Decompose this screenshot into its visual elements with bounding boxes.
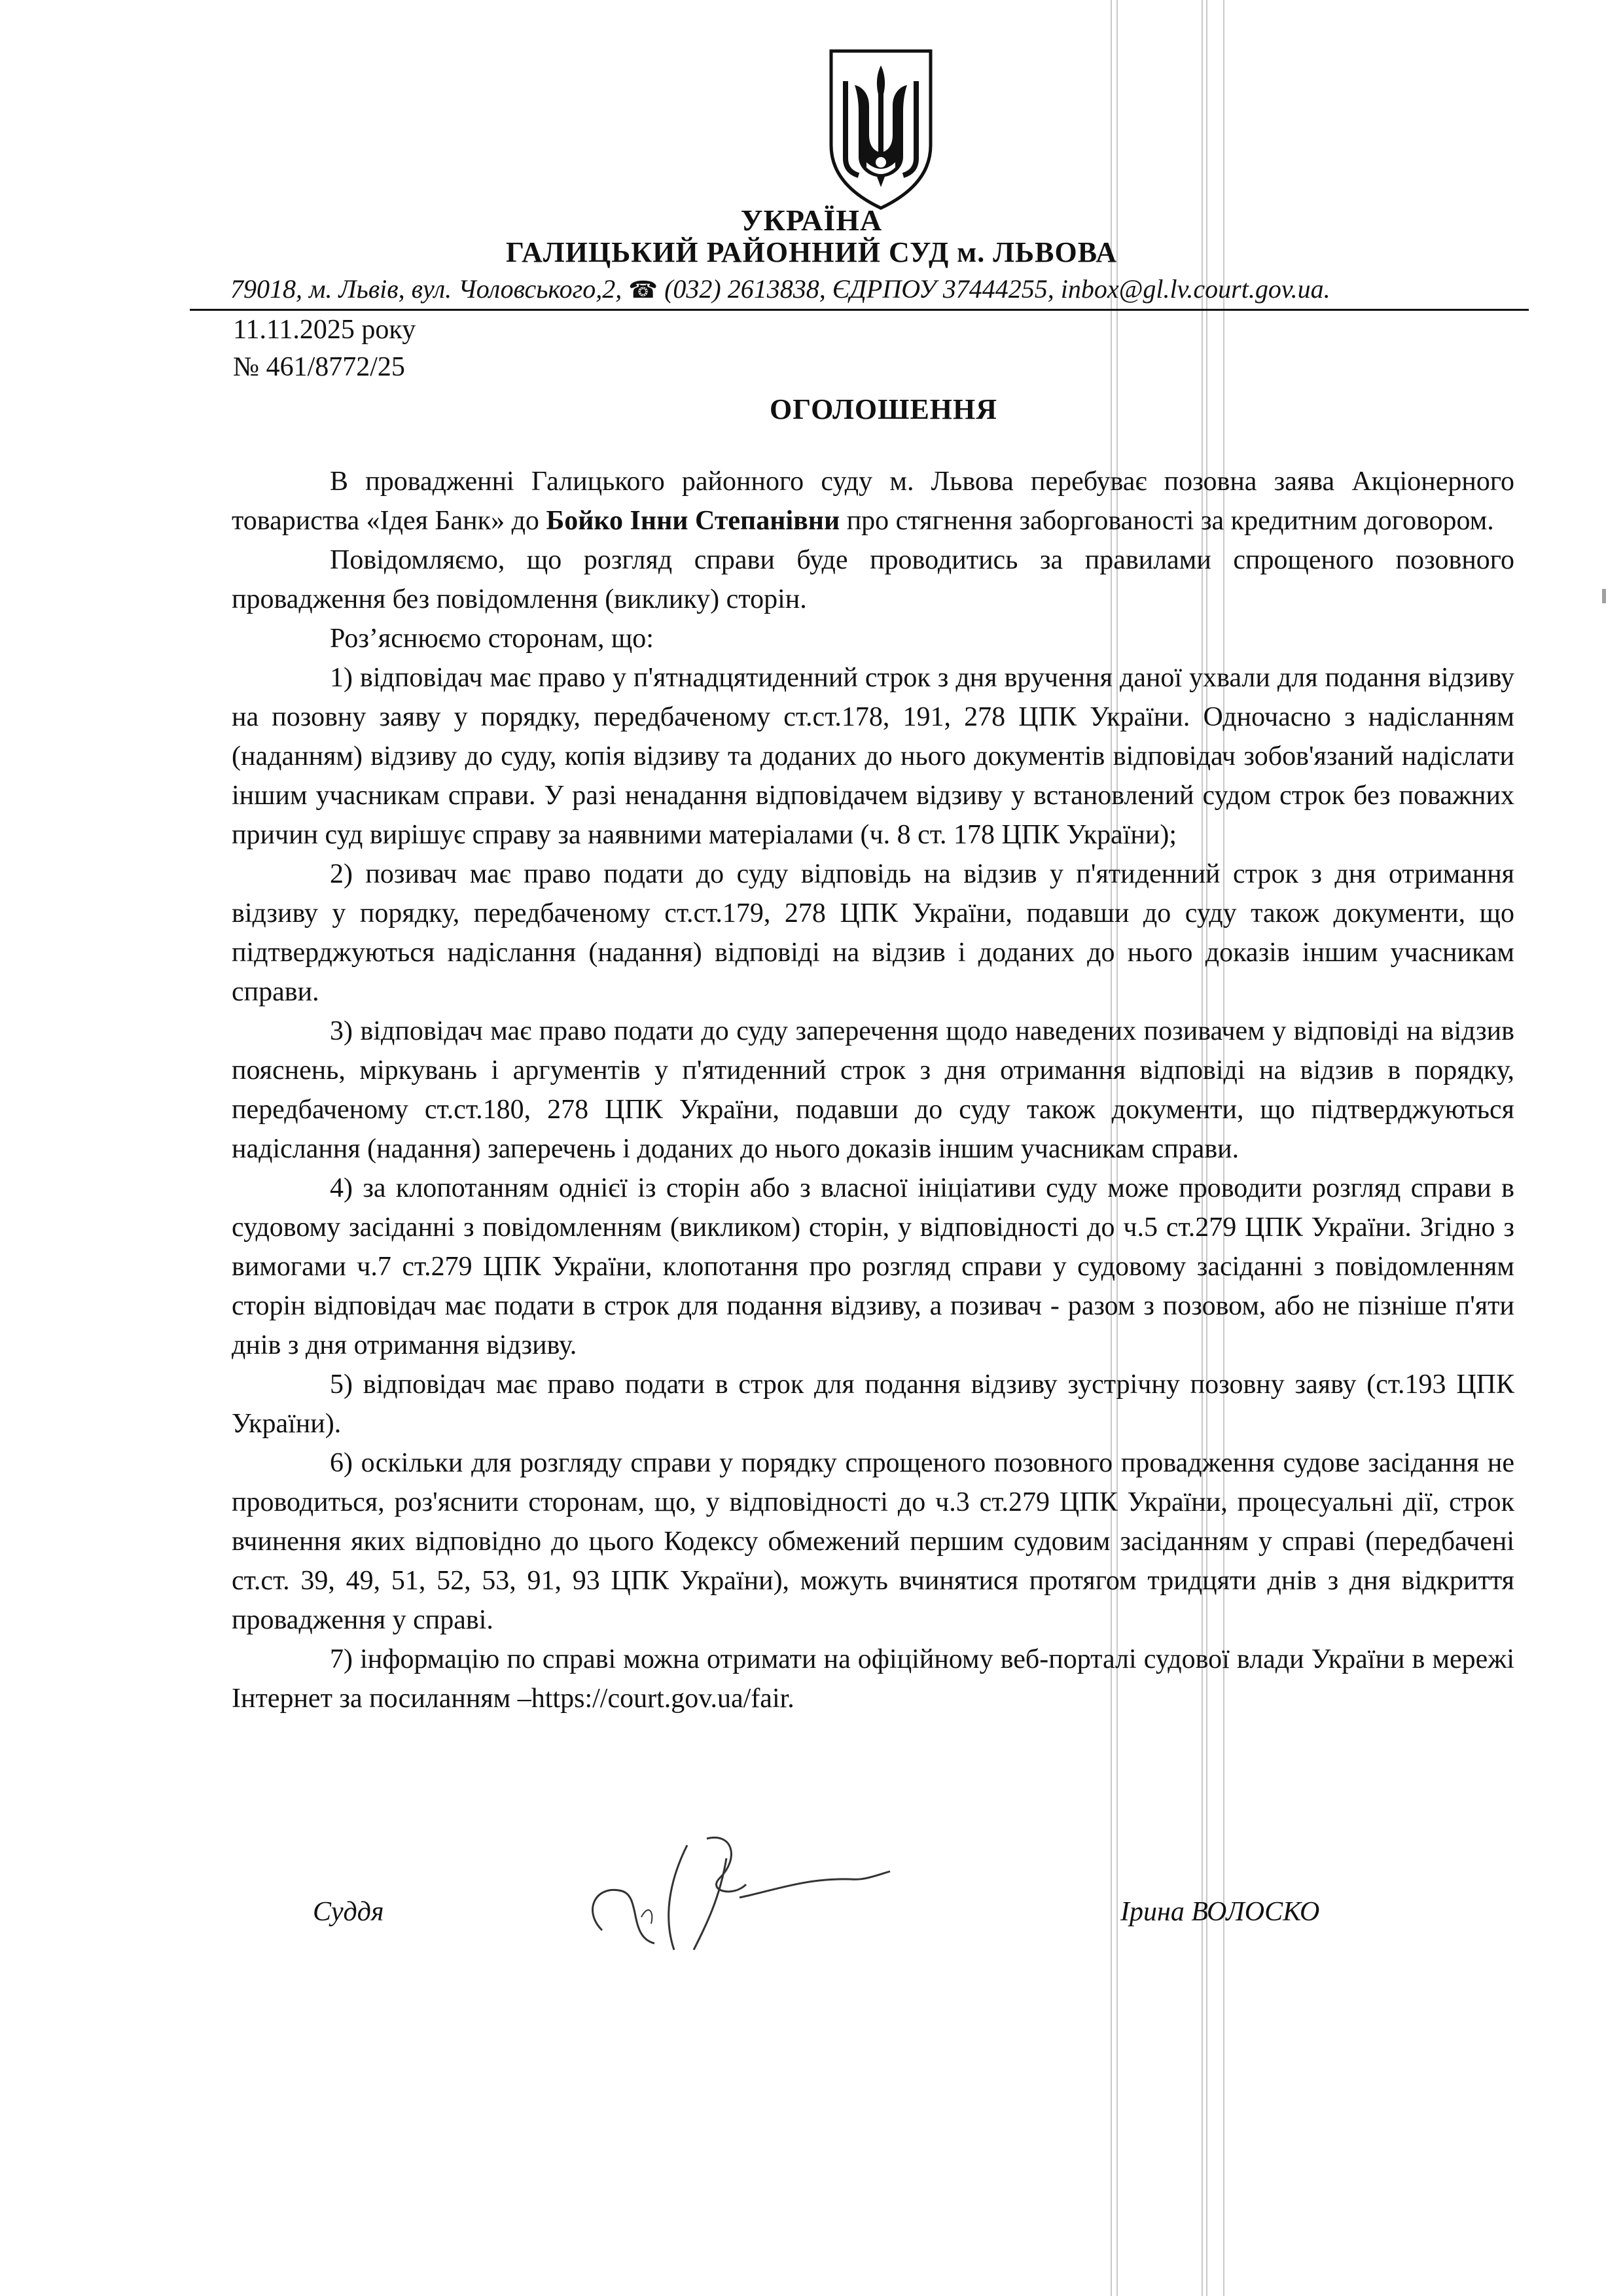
document-date: 11.11.2025 року — [233, 315, 416, 345]
court-contacts — [230, 274, 1330, 304]
document-body — [232, 462, 1514, 1718]
list-item: 4) за клопотанням однієї із сторін або з власної ініціативи суду може проводити розгляд справи в судовому засіданні з повідомленням (викликом) сторін, у відповідності до ч.5 ст.279 ЦПК України. Згідно з вимогами ч.7 ст.279 ЦПК України, клопотання про розгляд справи у судовому засіданні з повідомленням сторін відповідач має подати в строк для подання відзиву, а позивач - разом з позовом, або не пізніше п'яти днів з дня отримання відзиву. — [232, 1173, 1514, 1360]
case-number: № 461/8772/25 — [233, 352, 405, 382]
list-item: 1) відповідач має право у п'ятнадцятиденний строк з дня вручення даної ухвали для подання відзиву на позовну заяву у порядку, передбаченому ст.ст.178, 191, 278 ЦПК України. Одночасно з надісланням (наданням) відзиву до суду, копія відзиву та доданих до нього документів відповідач зобов'язаний надіслати іншим учасникам справи. У разі ненадання відповідачем відзиву у встановлений судом строк без поважних причин суд вирішує справу за наявними матеріалами (ч. 8 ст. 178 ЦПК України); — [232, 663, 1514, 850]
document-title: ОГОЛОШЕННЯ — [769, 393, 998, 425]
paragraph-intro: В провадженні Галицького районного суду м. Львова перебуває позовна заява Акціонерного товариства «Ідея Банк» до Бойко Інни Степанівни про стягнення заборгованості за кредитним договором. — [232, 467, 1514, 536]
paragraph-explanation: Роз’яснюємо сторонам, що: — [330, 624, 654, 654]
defendant-name: Бойко Інни Степанівни — [546, 506, 840, 536]
judge-label: Суддя — [313, 1897, 384, 1927]
paragraph-notice: Повідомляємо, що розгляд справи буде проводитись за правилами спрощеного позовного провадження без повідомлення (виклику) сторін. — [232, 545, 1514, 614]
list-item: 2) позивач має право подати до суду відповідь на відзив у п'ятиденний строк з дня отримання відзиву у порядку, передбаченому ст.ст.179, 278 ЦПК України, подавши до суду також документи, що підтверджуються надіслання (надання) відповіді на відзив і доданих до нього доказів іншим учасникам справи. — [232, 859, 1514, 1007]
handwritten-signature — [576, 1819, 916, 1969]
contacts-address: 79018, м. Львів, вул. Чоловського,2, — [230, 274, 629, 304]
list-item: 5) відповідач має право подати в строк для подання відзиву зустрічну позовну заяву (ст.193 ЦПК України). — [232, 1369, 1514, 1439]
phone-icon: ☎ — [628, 277, 658, 303]
judge-name: Ірина ВОЛОСКО — [1120, 1897, 1320, 1927]
header-divider — [190, 309, 1529, 311]
list-item: 3) відповідач має право подати до суду заперечення щодо наведених позивачем у відповіді на відзив пояснень, міркувань і аргументів у п'ятиденний строк з дня отримання відповіді на відзив в порядку, передбаченому ст.ст.180, 278 ЦПК України, подавши до суду також документи, що підтверджуються надіслання (надання) заперечень і доданих до нього доказів іншим учасникам справи. — [232, 1016, 1514, 1164]
scan-speck — [1602, 589, 1606, 603]
list-item: 7) інформацію по справі можна отримати на офіційному веб-порталі судової влади України в мережі Інтернет за посиланням –https://court.gov.ua/fair. — [232, 1644, 1514, 1714]
court-name: ГАЛИЦЬКИЙ РАЙОННИЙ СУД м. ЛЬВОВА — [505, 236, 1118, 268]
trident-emblem-icon — [826, 47, 936, 212]
contacts-details: (032) 2613838, ЄДРПОУ 37444255, inbox@gl.lv.court.gov.ua. — [658, 274, 1330, 304]
list-item: 6) оскільки для розгляду справи у порядку спрощеного позовного провадження судове засідання не проводиться, роз'яснити сторонам, що, у відповідності до ч.3 ст.279 ЦПК України, процесуальні дії, строк вчинення яких відповідно до цього Кодексу обмежений першим судовим засіданням у справі (передбачені ст.ст. 39, 49, 51, 52, 53, 91, 93 ЦПК України), можуть вчинятися протягом тридцяти днів з дня відкриття провадження у справі. — [232, 1448, 1514, 1635]
country-name: УКРАЇНА — [740, 203, 883, 237]
